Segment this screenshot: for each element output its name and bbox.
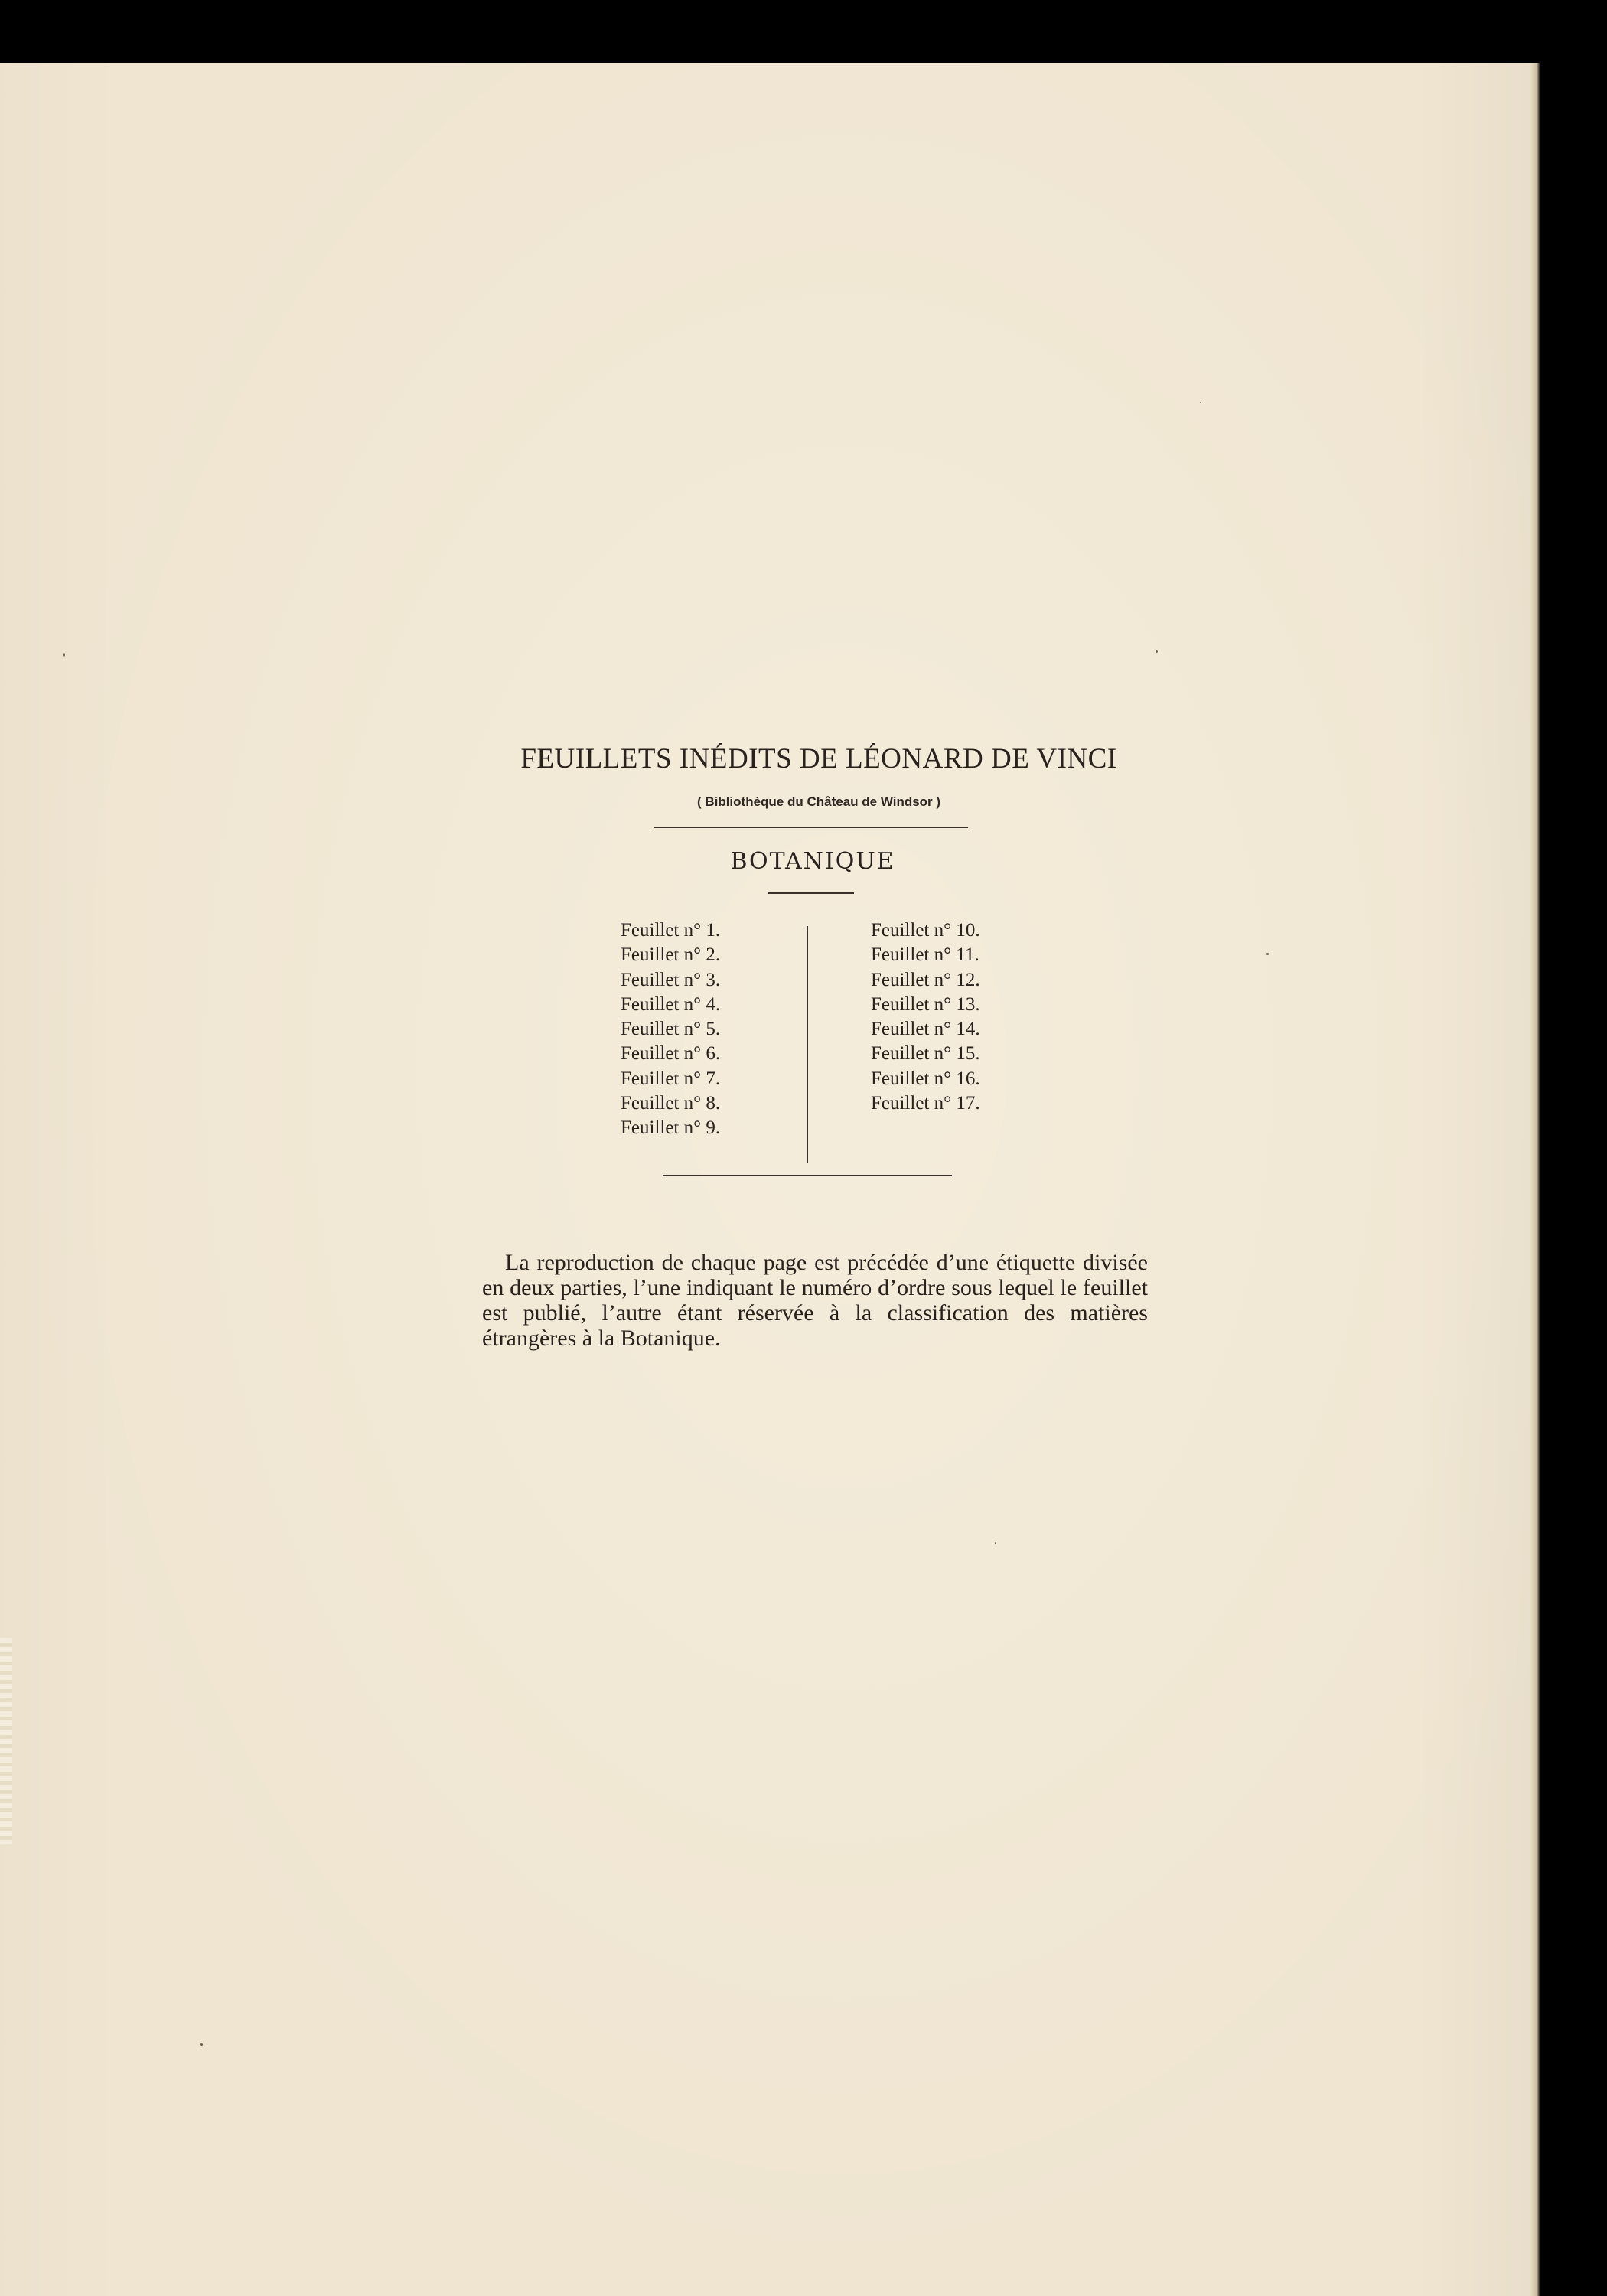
title-rule xyxy=(654,827,968,828)
note-paragraph: La reproduction de chaque page est précédée d’une étiquette divisée en deux parties, l’une indiquant le numéro d’ordre sous lequel le feuillet est publié, l’autre étant réservée à la classification des matières étrangères à la Botanique. xyxy=(482,1250,1148,1351)
sheet-item: Feuillet n° 5. xyxy=(621,1019,721,1040)
sheet-item: Feuillet n° 11. xyxy=(871,944,980,966)
sheet-item: Feuillet n° 6. xyxy=(621,1043,721,1065)
sheet-item: Feuillet n° 14. xyxy=(871,1019,980,1040)
sheet-item: Feuillet n° 4. xyxy=(621,993,721,1015)
paper-speck xyxy=(995,1542,996,1544)
sheet-item: Feuillet n° 8. xyxy=(621,1093,721,1114)
sheet-item: Feuillet n° 1. xyxy=(621,920,721,941)
sheet-item: Feuillet n° 12. xyxy=(871,969,980,990)
page-deckle-edge xyxy=(0,1638,12,1844)
page-title: FEUILLETS INÉDITS DE LÉONARD DE VINCI xyxy=(520,743,1117,775)
list-rule xyxy=(663,1175,952,1176)
sheet-list-right xyxy=(871,918,980,1116)
sheet-list-left xyxy=(621,918,720,1141)
sheet-item: Feuillet n° 13. xyxy=(871,993,980,1015)
column-divider xyxy=(807,926,808,1163)
book-page xyxy=(0,63,1537,2296)
page-subtitle: ( Bibliothèque du Château de Windsor ) xyxy=(696,794,941,809)
sheet-item: Feuillet n° 3. xyxy=(621,969,721,990)
sheet-item: Feuillet n° 9. xyxy=(621,1117,721,1139)
paper-speck xyxy=(1266,953,1269,955)
sheet-item: Feuillet n° 16. xyxy=(871,1068,980,1089)
sheet-item: Feuillet n° 15. xyxy=(871,1043,980,1065)
sheet-item: Feuillet n° 7. xyxy=(621,1068,721,1089)
sheet-item: Feuillet n° 2. xyxy=(621,944,721,966)
paper-speck xyxy=(1200,402,1201,403)
page-edge xyxy=(1530,63,1540,2296)
paper-speck xyxy=(200,2043,203,2046)
sheet-item: Feuillet n° 17. xyxy=(871,1093,980,1114)
section-title: BOTANIQUE xyxy=(730,848,895,875)
sheet-item: Feuillet n° 10. xyxy=(871,920,980,941)
paper-speck xyxy=(1156,650,1158,653)
paper-speck xyxy=(63,653,65,657)
section-rule xyxy=(768,892,854,894)
